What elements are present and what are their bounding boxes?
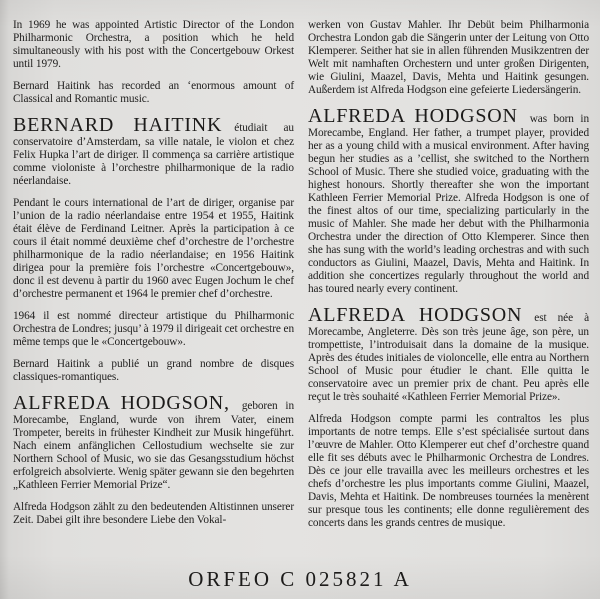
right-column	[308, 19, 589, 539]
hodgson-heading-french: ALFREDA HODGSON	[308, 304, 523, 326]
haitink-french-bio	[13, 115, 294, 188]
hodgson-german-standing: Alfreda Hodgson zählt zu den bedeutenden Altistinnen unserer Zeit. Dabei gilt ihre besondere Liebe den Vokal-	[13, 501, 294, 526]
hodgson-german-bio	[13, 393, 294, 492]
haitink-french-intro-text: étudiait au conservatoire d’Amsterdam, sa ville natale, le violon et chez Felix Hupka l’art de diriger. Il commença sa carrière artistique comme violoniste à l’orchestre philharmonique de la radio néerlandaise.	[13, 122, 294, 187]
hodgson-french-career: Alfreda Hodgson compte parmi les contraltos les plus importants de notre temps. Elle s’est spécialisée surtout dans l’œuvre de Mahler. Otto Klemperer eut chef d’orchestre quand elle fit ses débuts avec le Philharmonic Orchestra de Londres. Dès ce jour elle travailla avec les meilleurs orchestres et les chefs d’orchestre les plus importants comme Giulini, Maazel, Davis, Mehta et Haitink. De nombreuses tournées la menèrent sur presque tous les continents; elle donne regulièrement des concerts dans les grands centres de musique.	[308, 413, 589, 529]
hodgson-french-intro-text: est née à Morecambe, Angleterre. Dès son très jeune âge, son père, un trompettiste, l’introduisait dans la domaine de la musique. Après des études initiales de violoncelle, elle entra au Northern School of Music pour étudier le chant. Elle quitta le conservatoire avec un premier prix de chant. Peu après elle reçut le très souhaité «Kathleen Ferrier Memorial Prize».	[308, 312, 589, 403]
haitink-french-recordings: Bernard Haitink a publié un grand nombre de disques classiques-romantiques.	[13, 358, 294, 383]
hodgson-french-bio	[308, 305, 589, 404]
hodgson-heading-english: ALFREDA HODGSON	[308, 105, 518, 127]
hodgson-german-intro-text: geboren in Morecambe, England, wurde von ihrem Vater, einem Trompeter, bereits in frühester Kindheit zur Musik hingeführt. Nach einem anfänglichen Cellostudium wechselte sie zur Northern School of Music, wo sie das Gesangsstudium höchst erfolgreich absolvierte. Wenig später gewann sie den begehrten „Kathleen Ferrier Memorial Prize“.	[13, 400, 294, 491]
hodgson-english-text: was born in Morecambe, England. Her father, a trumpet player, provided her as a young child with a musical environment. After having begun her studies as a ’cellist, she switched to the Northern School of Music. There she studied voice, graduating with the highest honours. Shortly thereafter she won the important Kathleen Ferrier Memorial Prize. Alfreda Hodgson is one of the finest altos of our time, specializing particularly in the music of Mahler. She made her debut with the Philharmonia Orchestra under the direction of Otto Klemperer. Since then she has sung with the world’s leading orchestras and with such conductors as Giulini, Maazel, Davis, Mehta and Haitink. In addition she concertizes regularly throughout the world and has toured nearly every continent.	[308, 113, 589, 295]
left-column	[13, 19, 294, 539]
catalog-number: ORFEO C 025821 A	[188, 567, 412, 591]
hodgson-heading-german: ALFREDA HODGSON,	[13, 392, 230, 414]
haitink-english-recordings: Bernard Haitink has recorded an ‘enormous amount of Classical and Romantic music.	[13, 80, 294, 105]
hodgson-german-continuation: werken von Gustav Mahler. Ihr Debüt beim Philharmonia Orchestra London gab die Sängerin unter der Leitung von Otto Klemperer. Seither hat sie in allen führenden Musikzentren der Welt mit namhaften Orchestern und unter großen Dirigenten, wie Giulini, Maazel, Davis, Mehta und Haitink gesungen. Außerdem ist Alfreda Hodgson eine gefeierte Liedersängerin.	[308, 19, 589, 96]
haitink-french-london: 1964 il est nommé directeur artistique du Philharmonic Orchestra de Londres; jusqu’ à 1979 il dirigeait cet orchestre en même temps que le «Concertgebouw».	[13, 310, 294, 348]
haitink-french-training: Pendant le cours international de l’art de diriger, organise par l’union de la radio néerlandaise entre 1954 et 1955, Haitink était élève de Ferdinand Leitner. Après la participation à ce cours il était nommé deuxième chef d’orchestre de l’orchestre philharmonique de la radio néerlandaise; en 1956 Haitink dirigea pour la première fois l’orchestre «Concertgebouw», donc il est devenu à partir du 1960 avec Eugen Jochum le chef d’orchestre permanent et 1964 le premier chef d’orchestre.	[13, 197, 294, 300]
hodgson-english-bio	[308, 106, 589, 296]
haitink-english-continuation: In 1969 he was appointed Artistic Director of the London Philharmonic Orchestra, a position which he held simultaneously with his post with the Concertgebouw Orkest until 1979.	[13, 19, 294, 70]
haitink-heading-french: BERNARD HAITINK	[13, 114, 223, 136]
